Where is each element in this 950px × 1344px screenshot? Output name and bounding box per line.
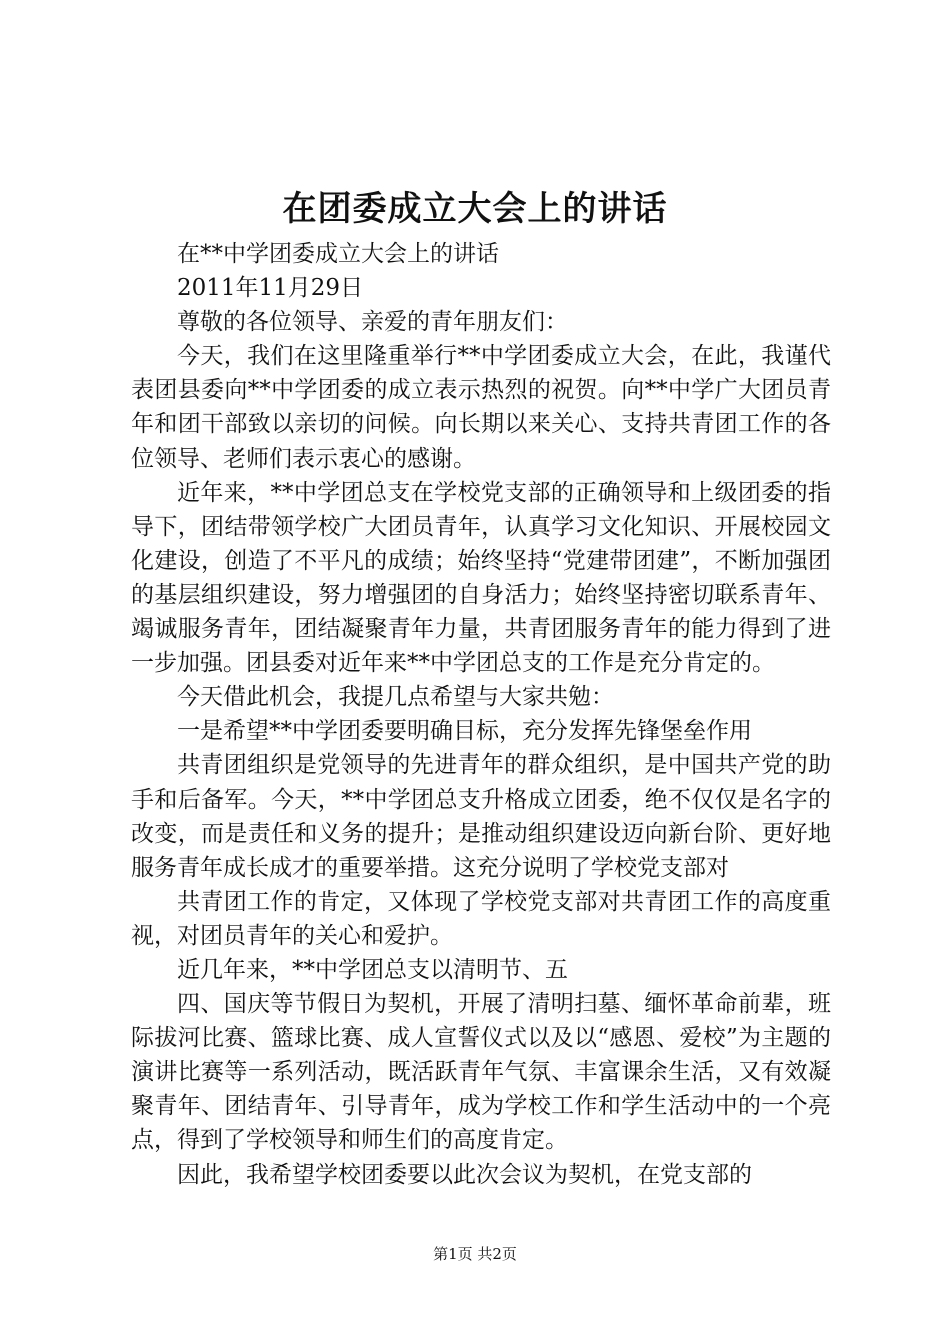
body-paragraph: 近年来，**中学团总支在学校党支部的正确领导和上级团委的指导下，团结带领学校广大团员青年，认真学习文化知识、开展校园文化建设，创造了不平凡的成绩；始终坚持“党建带团建”，不断加强团的基层组织建设，努力增强团的自身活力；始终坚持密切联系青年、竭诚服务青年，团结凝聚青年力量，共青团服务青年的能力得到了进一步加强。团县委对近年来**中学团总支的工作是充分肯定的。 [131, 479, 831, 677]
document-body [131, 237, 831, 1192]
body-paragraph: 今天，我们在这里隆重举行**中学团委成立大会，在此，我谨代表团县委向**中学团委的成立表示热烈的祝贺。向**中学广大团员青年和团干部致以亲切的问候。向长期以来关心、支持共青团工作的各位领导、老师们表示衷心的感谢。 [131, 343, 831, 472]
body-paragraph: 近几年来，**中学团总支以清明节、五 [177, 956, 568, 983]
body-paragraph: 共青团组织是党领导的先进青年的群众组织，是中国共产党的助手和后备军。今天，**中学团总支升格成立团委，绝不仅仅是名字的改变，而是责任和义务的提升；是推动组织建设迈向新台阶、更好地服务青年成长成才的重要举措。这充分说明了学校党支部对 [131, 752, 831, 881]
salutation: 尊敬的各位领导、亲爱的青年朋友们： [177, 309, 568, 336]
page-number-footer: 第1页 共2页 [433, 1245, 517, 1263]
section-heading: 一是希望**中学团委要明确目标，充分发挥先锋堡垒作用 [177, 718, 752, 745]
date-line: 2011年11月29日 [177, 275, 364, 302]
subtitle-line: 在**中学团委成立大会上的讲话 [177, 241, 499, 267]
body-paragraph: 因此，我希望学校团委要以此次会议为契机，在党支部的 [177, 1161, 752, 1188]
body-paragraph: 四、国庆等节假日为契机，开展了清明扫墓、缅怀革命前辈，班际拔河比赛、篮球比赛、成人宣誓仪式以及以“感恩、爱校”为主题的演讲比赛等一系列活动，既活跃青年气氛、丰富课余生活，又有效凝聚青年、团结青年、引导青年，成为学校工作和学生活动中的一个亮点，得到了学校领导和师生们的高度肯定。 [131, 991, 831, 1154]
body-paragraph: 今天借此机会，我提几点希望与大家共勉： [177, 684, 614, 711]
document-title: 在团委成立大会上的讲话 [282, 189, 668, 229]
body-paragraph: 共青团工作的肯定，又体现了学校党支部对共青团工作的高度重视，对团员青年的关心和爱护。 [131, 888, 831, 949]
